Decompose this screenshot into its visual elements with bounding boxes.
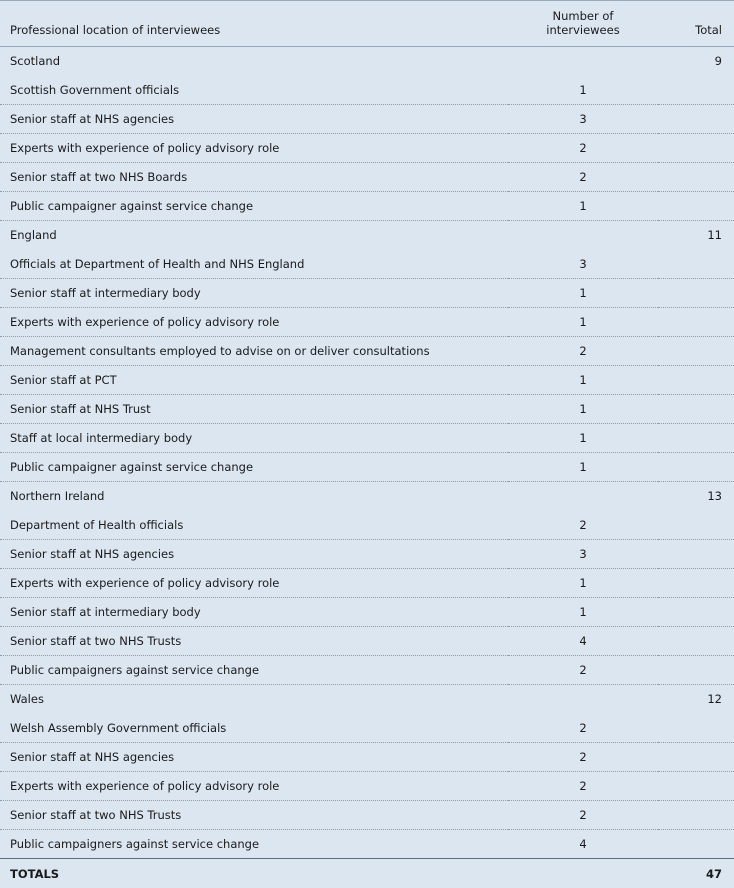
cell-total [658,569,734,598]
cell-number: 3 [508,540,658,569]
cell-location: TOTALS [0,859,508,888]
table-row [0,105,734,134]
cell-location: Welsh Assembly Government officials [0,714,508,743]
cell-number: 2 [508,714,658,743]
cell-total [658,105,734,134]
cell-location: Senior staff at PCT [0,366,508,395]
table-row [0,308,734,337]
cell-number: 2 [508,163,658,192]
cell-number: 3 [508,105,658,134]
table-row-group [0,685,734,714]
table-row [0,76,734,105]
cell-location: Senior staff at two NHS Boards [0,163,508,192]
cell-number: 2 [508,656,658,685]
cell-number [508,859,658,888]
table-header [0,1,734,47]
cell-number: 2 [508,772,658,801]
cell-location: Senior staff at two NHS Trusts [0,801,508,830]
cell-total [658,337,734,366]
column-header-number: Number of interviewees [508,1,658,47]
table-row [0,772,734,801]
cell-number: 1 [508,308,658,337]
cell-total [658,656,734,685]
table-row [0,279,734,308]
cell-number: 1 [508,453,658,482]
table-row [0,250,734,279]
cell-total: 13 [658,482,734,511]
cell-total [658,76,734,105]
table-row [0,192,734,221]
cell-total [658,830,734,859]
table-header-row [0,1,734,47]
table-row [0,801,734,830]
cell-number [508,685,658,714]
table-row-group [0,221,734,250]
table-row [0,569,734,598]
cell-number: 1 [508,279,658,308]
cell-total [658,250,734,279]
cell-number: 1 [508,395,658,424]
cell-number: 1 [508,424,658,453]
cell-location: Experts with experience of policy advisory role [0,308,508,337]
cell-location: Senior staff at NHS Trust [0,395,508,424]
cell-number: 1 [508,598,658,627]
cell-location: Experts with experience of policy advisory role [0,772,508,801]
cell-location: Officials at Department of Health and NHS England [0,250,508,279]
cell-total: 9 [658,47,734,76]
table-row [0,134,734,163]
table-row [0,627,734,656]
cell-location: Department of Health officials [0,511,508,540]
column-header-total: Total [658,1,734,47]
cell-location: Senior staff at NHS agencies [0,743,508,772]
cell-location: Scotland [0,47,508,76]
cell-total: 11 [658,221,734,250]
cell-location: Wales [0,685,508,714]
cell-total [658,424,734,453]
table-row [0,395,734,424]
cell-total [658,627,734,656]
cell-total: 12 [658,685,734,714]
cell-number: 1 [508,569,658,598]
cell-total [658,192,734,221]
table-row [0,337,734,366]
cell-location: Experts with experience of policy advisory role [0,134,508,163]
cell-location: Senior staff at NHS agencies [0,105,508,134]
cell-number [508,482,658,511]
table-row [0,598,734,627]
cell-location: Staff at local intermediary body [0,424,508,453]
cell-location: England [0,221,508,250]
cell-location: Experts with experience of policy advisory role [0,569,508,598]
table-row [0,743,734,772]
cell-number: 2 [508,134,658,163]
cell-location: Public campaigner against service change [0,192,508,221]
cell-number: 2 [508,801,658,830]
cell-location: Senior staff at intermediary body [0,598,508,627]
table-row-group [0,47,734,76]
cell-total [658,772,734,801]
cell-number: 2 [508,511,658,540]
table-row [0,511,734,540]
cell-total [658,453,734,482]
cell-total [658,540,734,569]
column-header-location: Professional location of interviewees [0,1,508,47]
cell-total [658,279,734,308]
cell-total [658,801,734,830]
cell-number: 3 [508,250,658,279]
cell-location: Scottish Government officials [0,76,508,105]
cell-location: Public campaigners against service change [0,830,508,859]
cell-location: Management consultants employed to advise on or deliver consultations [0,337,508,366]
table-row [0,540,734,569]
cell-number: 2 [508,743,658,772]
cell-total [658,395,734,424]
cell-location: Senior staff at NHS agencies [0,540,508,569]
cell-number: 1 [508,192,658,221]
table-row [0,366,734,395]
cell-number: 1 [508,76,658,105]
cell-total [658,714,734,743]
cell-number: 4 [508,627,658,656]
table-row [0,714,734,743]
cell-total [658,308,734,337]
cell-number [508,47,658,76]
cell-total [658,134,734,163]
table-row [0,424,734,453]
table-row [0,163,734,192]
cell-number: 2 [508,337,658,366]
table-row-group [0,482,734,511]
cell-total [658,163,734,192]
cell-total [658,366,734,395]
table-row [0,453,734,482]
table-body [0,47,734,888]
cell-total [658,598,734,627]
cell-location: Senior staff at two NHS Trusts [0,627,508,656]
cell-total [658,511,734,540]
cell-total: 47 [658,859,734,888]
cell-total [658,743,734,772]
cell-number: 1 [508,366,658,395]
cell-number: 4 [508,830,658,859]
interviewees-table [0,1,734,888]
table-row [0,656,734,685]
cell-location: Public campaigners against service change [0,656,508,685]
table-row [0,830,734,859]
cell-location: Senior staff at intermediary body [0,279,508,308]
cell-number [508,221,658,250]
cell-location: Northern Ireland [0,482,508,511]
cell-location: Public campaigner against service change [0,453,508,482]
table-row-totals [0,859,734,888]
